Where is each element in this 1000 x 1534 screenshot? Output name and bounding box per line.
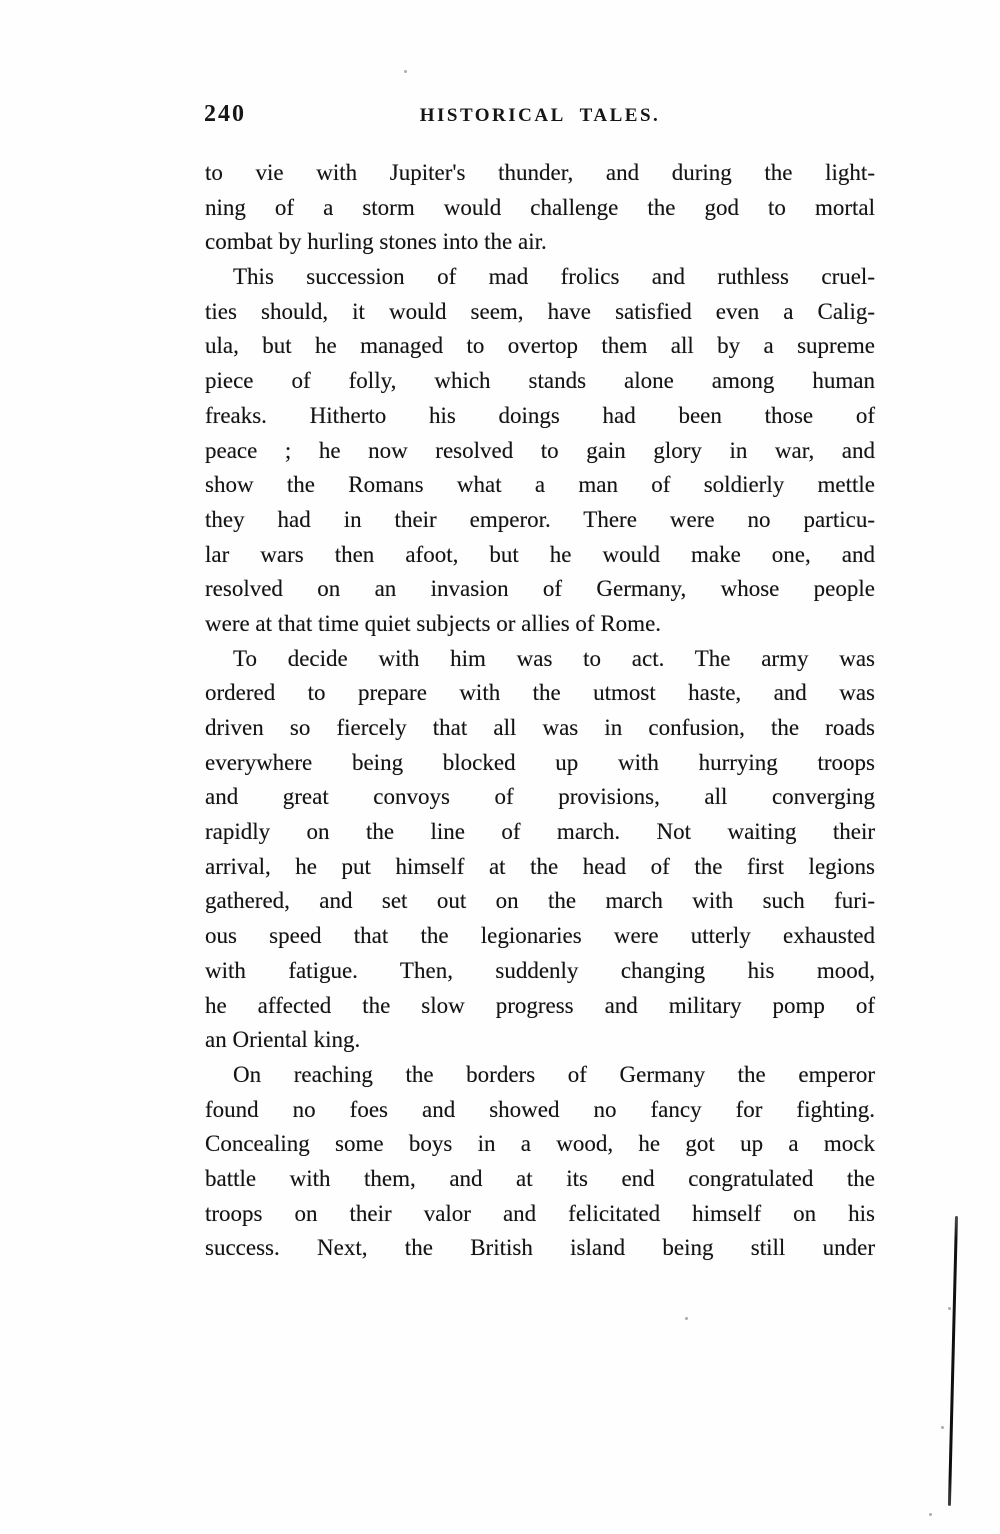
paragraph xyxy=(205,156,875,260)
text-line: he affected the slow progress and military pomp of xyxy=(205,992,875,1018)
text-line: found no foes and showed no fancy for fighting. xyxy=(205,1096,875,1122)
text-line: ordered to prepare with the utmost haste, and was xyxy=(205,680,875,706)
text-line: to vie with Jupiter's thunder, and during the light- xyxy=(205,160,875,185)
text-line: arrival, he put himself at the head of the first legions xyxy=(205,853,875,879)
scan-speck xyxy=(948,1307,951,1310)
paragraph xyxy=(205,1058,875,1266)
scan-speck xyxy=(929,1513,932,1516)
text-line: an Oriental king. xyxy=(205,1027,361,1053)
text-line: resolved on an invasion of Germany, whose people xyxy=(205,576,875,602)
text-line: driven so fiercely that all was in confusion, the roads xyxy=(205,715,875,740)
text-line: battle with them, and at its end congratulated the xyxy=(205,1165,875,1191)
scan-speck xyxy=(941,1426,944,1429)
paragraph xyxy=(205,642,875,1058)
text-line: gathered, and set out on the march with such furi- xyxy=(205,888,875,914)
text-line: they had in their emperor. There were no particu- xyxy=(205,506,875,532)
text-line: Concealing some boys in a wood, he got up a mock xyxy=(205,1131,875,1157)
text-line: piece of folly, which stands alone among human xyxy=(205,368,875,394)
text-line: combat by hurling stones into the air. xyxy=(205,229,547,255)
text-line: ties should, it would seem, have satisfied even a Calig- xyxy=(205,298,875,324)
text-line: To decide with him was to act. The army was xyxy=(233,645,875,671)
text-line: and great convoys of provisions, all converging xyxy=(205,784,875,810)
text-line: everywhere being blocked up with hurrying troops xyxy=(205,749,875,775)
text-line: freaks. Hitherto his doings had been those of xyxy=(205,402,875,428)
text-line: On reaching the borders of Germany the emperor xyxy=(233,1061,875,1087)
text-line: show the Romans what a man of soldierly mettle xyxy=(205,472,875,498)
text-line: ula, but he managed to overtop them all by a supreme xyxy=(205,333,875,359)
text-line: success. Next, the British island being still under xyxy=(205,1235,875,1261)
text-line: troops on their valor and felicitated himself on his xyxy=(205,1200,875,1226)
text-line: were at that time quiet subjects or allies of Rome. xyxy=(205,610,662,636)
text-line: lar wars then afoot, but he would make one, and xyxy=(205,541,875,567)
page-number: 240 xyxy=(204,101,246,127)
paragraph xyxy=(205,260,875,642)
scan-speck xyxy=(404,70,407,73)
text-line: ous speed that the legionaries were utterly exhausted xyxy=(205,923,875,949)
text-line: peace ; he now resolved to gain glory in war, and xyxy=(205,437,875,463)
text-line: with fatigue. Then, suddenly changing his mood, xyxy=(205,957,875,983)
text-line: rapidly on the line of march. Not waiting their xyxy=(205,819,875,845)
text-line: This succession of mad frolics and ruthless cruel- xyxy=(233,264,875,290)
running-head-title: HISTORICAL TALES. xyxy=(419,105,661,126)
page-body-text xyxy=(205,156,875,1266)
scan-speck xyxy=(685,1317,688,1320)
scan-artifact-line xyxy=(948,1216,958,1506)
text-line: ning of a storm would challenge the god to mortal xyxy=(205,194,875,220)
